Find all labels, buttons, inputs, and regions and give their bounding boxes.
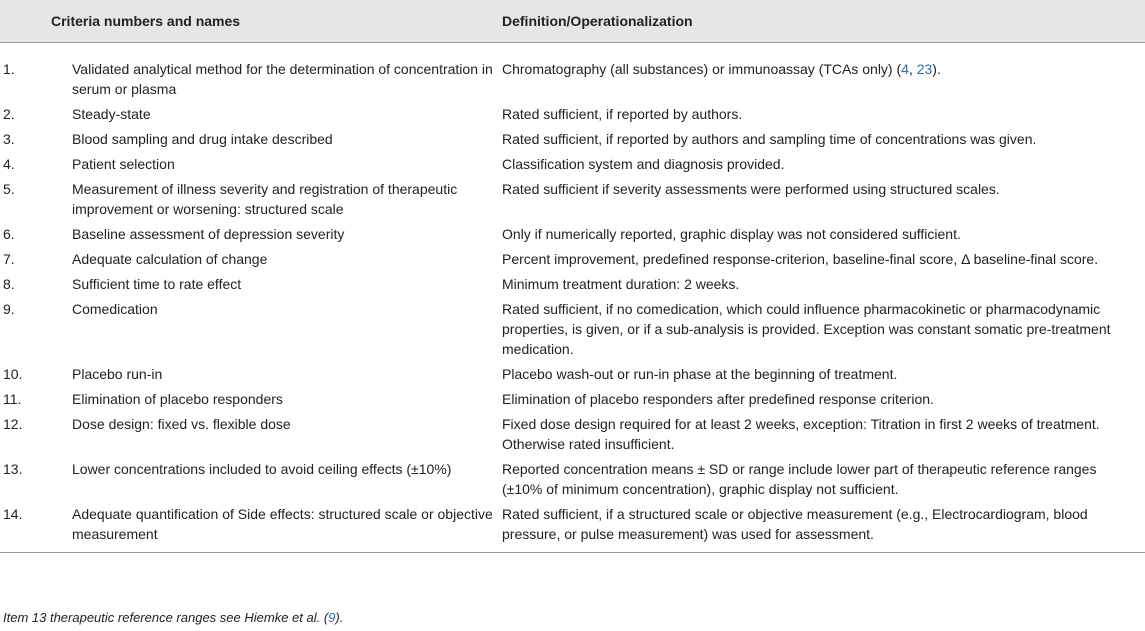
row-criterion: Comedication [72,301,158,317]
row-definition: Rated sufficient, if reported by authors and sampling time of concentrations was given. [502,131,1037,147]
row-number: 10. [3,366,23,382]
row-number: 5. [3,181,15,197]
table-row [0,501,1145,553]
reference-link[interactable]: 9 [328,610,336,625]
row-number: 8. [3,276,15,292]
row-number: 1. [3,61,15,77]
row-definition: Percent improvement, predefined response-criterion, baseline-final score, Δ baseline-final score. [502,251,1099,267]
table-row [0,221,1145,246]
reference-link[interactable]: 4 [901,61,909,77]
definition-end: ). [932,61,941,77]
row-number: 14. [0,501,72,553]
row-definition: Elimination of placebo responders after predefined response criterion. [502,391,934,407]
row-definition: Rated sufficient if severity assessments were performed using structured scales. [502,181,1000,197]
table-row [0,176,1145,221]
row-criterion: Adequate calculation of change [72,251,268,267]
row-number: 7. [3,251,15,267]
table-header-row [0,0,1145,43]
header-definition: Definition/Operationalization [502,0,1145,43]
row-number: 13. [3,461,23,477]
row-criterion: Lower concentrations included to avoid ceiling effects (±10%) [72,461,452,477]
row-definition: Rated sufficient, if a structured scale or objective measurement (e.g., Electrocardiogram, blood pressure, or pulse measurement) was used for assessment. [502,501,1145,553]
row-criterion: Adequate quantification of Side effects: structured scale or objective measurement [72,501,502,553]
row-number: 9. [3,301,15,317]
table-row [0,456,1145,501]
row-criterion: Baseline assessment of depression severity [72,226,345,242]
reference-separator: , [908,61,917,77]
table-row [0,386,1145,411]
row-criterion: Elimination of placebo responders [72,391,283,407]
row-definition: Rated sufficient, if no comedication, which could influence pharmacokinetic or pharmacodynamic properties, is given, or if a sub-analysis is provided. Exception was constant somatic pre-treatment medication. [502,301,1111,357]
row-definition: Classification system and diagnosis provided. [502,156,785,172]
table-row [0,361,1145,386]
row-criterion: Steady-state [72,106,151,122]
row-definition: Rated sufficient, if reported by authors. [502,106,743,122]
table-row [0,126,1145,151]
footnote-text: Item 13 therapeutic reference ranges see Hiemke et al. ( [3,610,329,625]
row-number: 12. [3,416,23,432]
row-criterion: Sufficient time to rate effect [72,276,242,292]
row-criterion: Placebo run-in [72,366,163,382]
row-definition: Only if numerically reported, graphic display was not considered sufficient. [502,226,961,242]
row-number: 4. [3,156,15,172]
table-row [0,411,1145,456]
row-definition: Minimum treatment duration: 2 weeks. [502,276,740,292]
table-row [0,43,1145,102]
table-row [0,296,1145,361]
row-criterion: Measurement of illness severity and registration of therapeutic improvement or worsening: structured scale [72,181,458,217]
row-number: 6. [3,226,15,242]
row-number: 11. [3,391,22,407]
row-definition [502,43,1145,102]
row-criterion: Patient selection [72,156,175,172]
table-row [0,271,1145,296]
definition-text: Chromatography (all substances) or immunoassay (TCAs only) ( [502,61,902,77]
row-definition: Reported concentration means ± SD or range include lower part of therapeutic reference ranges (±10% of minimum concentration), graphic display not sufficient. [502,461,1097,497]
row-definition: Placebo wash-out or run-in phase at the beginning of treatment. [502,366,898,382]
row-criterion: Blood sampling and drug intake described [72,131,333,147]
row-criterion: Validated analytical method for the determination of concentration in serum or plasma [72,61,493,97]
row-number: 3. [3,131,15,147]
header-criteria: Criteria numbers and names [0,0,502,43]
table-footnote [3,609,343,627]
table-row [0,151,1145,176]
table-row [0,101,1145,126]
row-criterion: Dose design: fixed vs. flexible dose [72,416,291,432]
table-row [0,246,1145,271]
row-definition: Fixed dose design required for at least 2 weeks, exception: Titration in first 2 weeks of treatment. Otherwise rated insufficient. [502,416,1100,452]
footnote-end: ). [335,610,344,625]
reference-link[interactable]: 23 [916,61,933,77]
row-number: 2. [3,106,15,122]
